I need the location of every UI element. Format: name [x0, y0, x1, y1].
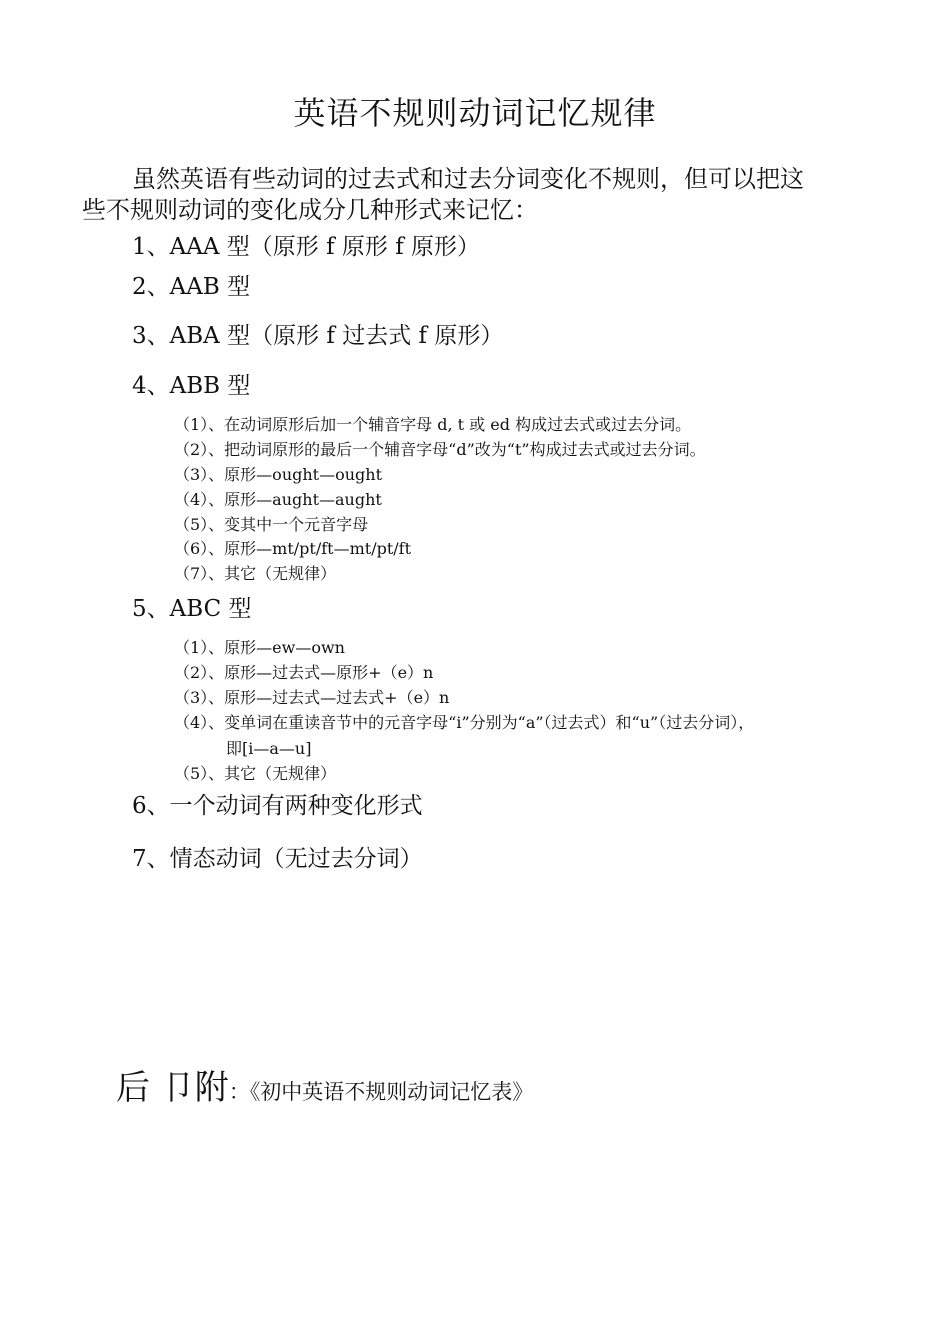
- page-title: 英语不规则动词记忆规律: [293, 94, 657, 132]
- abb-item: （4）、原形—aught—aught: [174, 490, 382, 509]
- intro-line-2: 些不规则动词的变化成分几种形式来记忆：: [82, 196, 538, 224]
- section-abb-heading: 4、ABB 型: [132, 373, 251, 399]
- abc-item: （1）、原形—ew—own: [174, 638, 345, 657]
- section-aba-heading: 3、ABA 型（原形 f 过去式 f 原形）: [132, 323, 504, 349]
- abb-item: （3）、原形—ought—ought: [174, 465, 383, 484]
- section-aab-heading: 2、AAB 型: [132, 274, 251, 300]
- intro-line-1: 虽然英语有些动词的过去式和过去分词变化不规则，但可以把这: [132, 165, 804, 193]
- section-two-forms-heading: 6、一个动词有两种变化形式: [132, 793, 423, 819]
- abb-item: （7）、其它（无规律）: [174, 564, 337, 583]
- appendix-prefix: 后 卩附: [116, 1068, 229, 1108]
- appendix-colon: ：: [228, 1080, 250, 1104]
- appendix-title: 《初中英语不规则动词记忆表》: [249, 1080, 534, 1104]
- abc-item: （2）、原形—过去式—原形+（e）n: [174, 663, 434, 682]
- abc-item: （5）、其它（无规律）: [174, 764, 337, 783]
- abc-item: （4）、变单词在重读音节中的元音字母“i”分别为“a”（过去式）和“u”（过去分词），: [174, 713, 755, 732]
- section-abc-heading: 5、ABC 型: [132, 596, 252, 622]
- abb-item: （6）、原形—mt/pt/ft—mt/pt/ft: [174, 539, 411, 558]
- abc-item-continuation: 即[i—a—u]: [226, 739, 312, 758]
- abb-item: （2）、把动词原形的最后一个辅音字母“d”改为“t”构成过去式或过去分词。: [174, 440, 706, 459]
- abb-item: （5）、变其中一个元音字母: [174, 515, 369, 534]
- section-aaa-heading: 1、AAA 型（原形 f 原形 f 原形）: [132, 234, 481, 260]
- section-modal-heading: 7、情态动词（无过去分词）: [132, 846, 423, 872]
- abb-item: （1）、在动词原形后加一个辅音字母 d, t 或 ed 构成过去式或过去分词。: [174, 415, 692, 434]
- intro-paragraph: [82, 164, 862, 226]
- abc-item: （3）、原形—过去式—过去式+（e）n: [174, 688, 450, 707]
- appendix-line: [116, 1060, 533, 1109]
